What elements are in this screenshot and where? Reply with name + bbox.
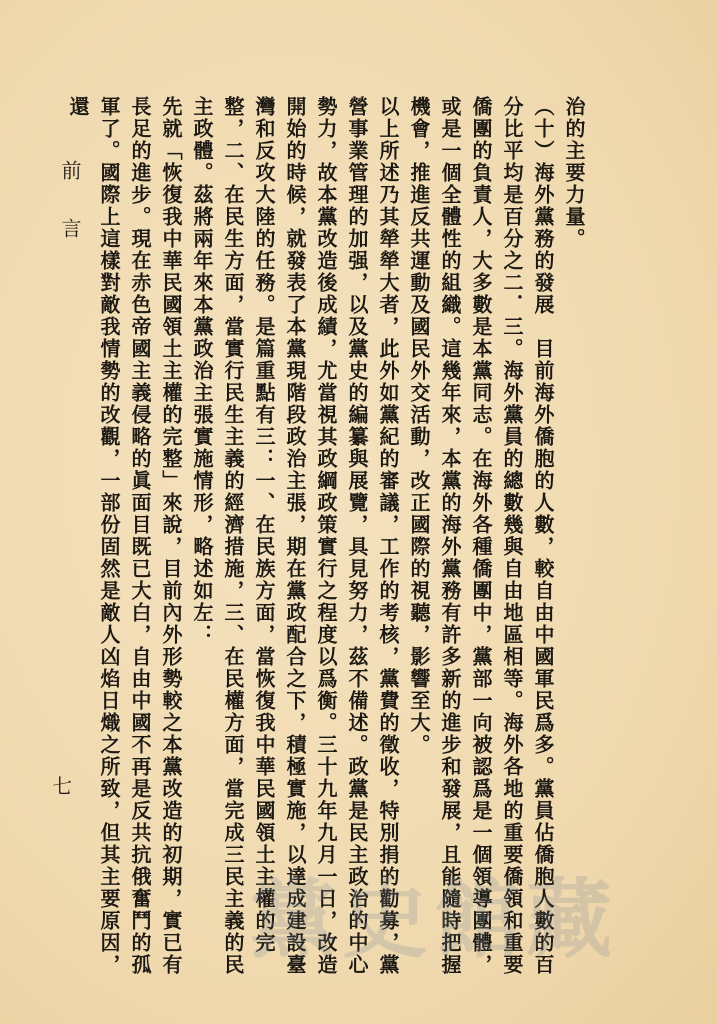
paragraph: 以上所述乃其犖犖大者，此外如黨紀的審議，工作的考核，黨費的徵收，特別捐的勸募，黨營事業管理的加强，以及黨史的編纂與展覽，具見努力，茲不備述。政黨是民主政治的中心勢力，故本黨改造後成績，尤當視其政綱政策實行之程度以爲衡。三十九年九月一日，改造開始的時候，就發表了本黨現階段政治主張，期在黨政配合之下，積極實施，以達成建設臺灣和反攻大陸的任務。是篇重點有三：一、在民族方面，當恢復我中華民國領土主權的完整，二、在民生方面，當實行民生主義的經濟措施，三、在民權方面，當完成三民主義的民主政體。茲將兩年來本黨政治主張實施情形，略述如左： [190, 96, 400, 976]
paragraph: （十）海外黨務的發展 目前海外僑胞的人數，較自由中國軍民爲多。黨員佔僑胞人數的百分比平均是百分之二．三。海外黨員的總數幾與自由地區相等。海外各地的重要僑領和重要僑團的負責人，大多數是本黨同志。在海外各種僑團中，黨部一向被認爲是一個領導團體，或是一個全體性的組織。這幾年來，本黨的海外黨務有許多新的進步和發展，且能隨時把握機會，推進反共運動及國民外交活動，改正國際的視聽，影響至大。 [407, 96, 555, 976]
paragraph: 治的主要力量。 [562, 96, 586, 250]
body-text [62, 96, 589, 976]
running-head: 前言 [58, 160, 82, 276]
paragraph: 先就「恢復我中華民國領土主權的完整」來說，目前內外形勢較之本黨改造的初期，實已有長足的進步。現在赤色帝國主義侵略的眞面目既已大白，自由中國不再是反共抗俄奮鬥的孤軍了。國際上這樣對敵我情勢的改觀，一部份固然是敵人凶焰日熾之所致，但其主要原因，還 [66, 96, 183, 976]
page-number: 七 [52, 774, 72, 798]
archive-watermark: 黨史館藏 [250, 869, 618, 970]
